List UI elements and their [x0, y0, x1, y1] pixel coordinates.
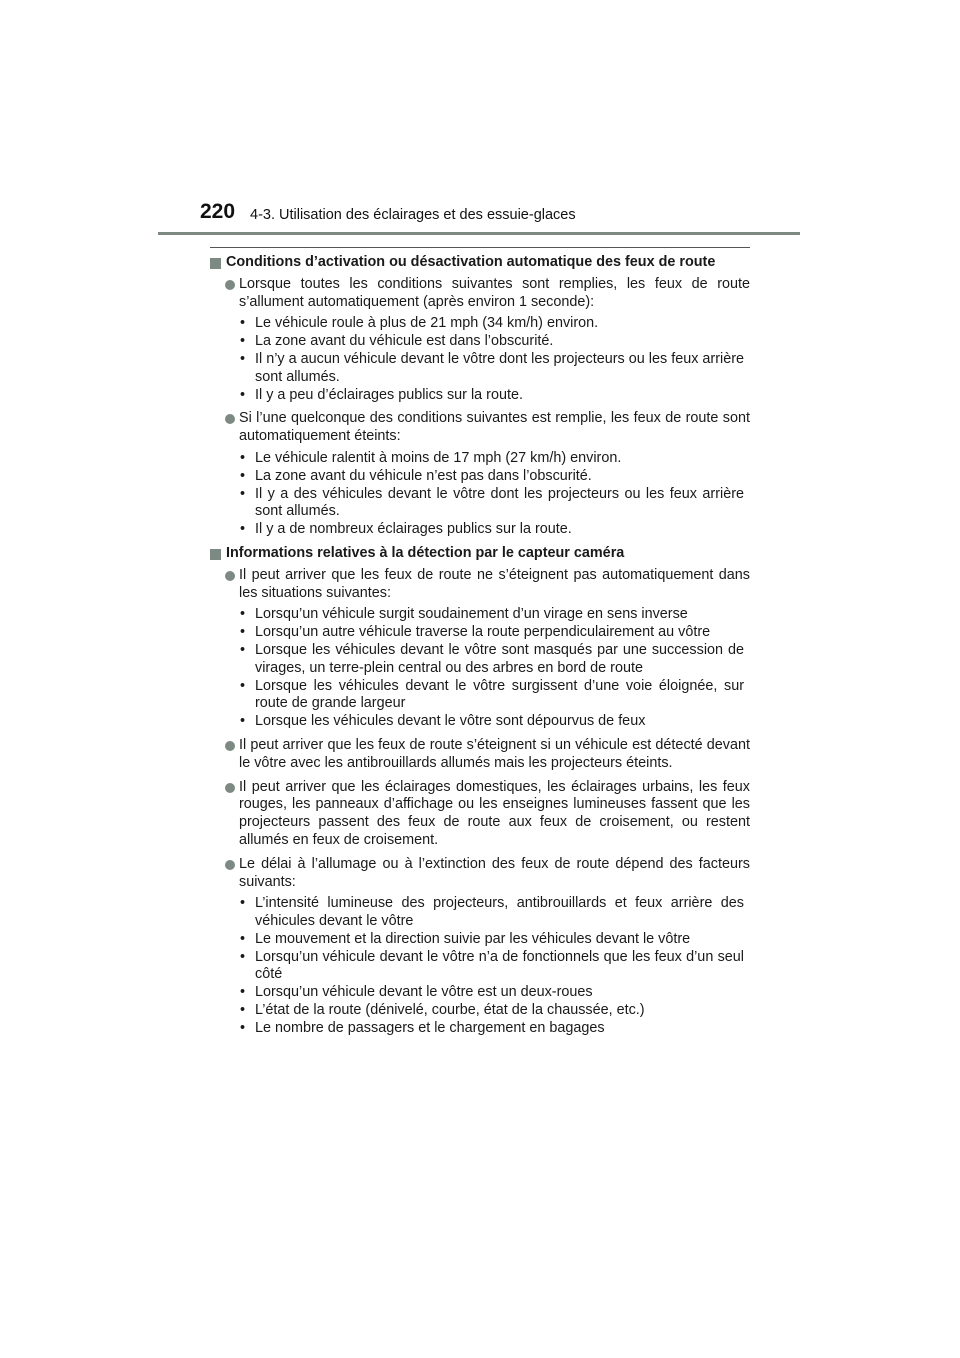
list-item-text: L’état de la route (dénivelé, courbe, état de la chaussée, etc.)	[255, 1002, 645, 1019]
bullet-marker-icon: •	[240, 449, 246, 466]
bullet-text: Si l’une quelconque des conditions suivantes est remplie, les feux de route sont automatiquement éteints:	[239, 410, 750, 445]
list-item-text: Il y a des véhicules devant le vôtre dont les projecteurs ou les feux arrière sont allumés.	[255, 485, 744, 520]
list-item-text: Le véhicule ralentit à moins de 17 mph (27 km/h) environ.	[255, 449, 622, 466]
bullet-marker-icon: •	[240, 895, 246, 912]
bullet-paragraph	[210, 737, 750, 773]
page-content	[210, 254, 750, 1038]
circle-bullet-icon	[225, 571, 235, 581]
list-item	[210, 931, 750, 949]
list-item	[210, 1002, 750, 1020]
circle-bullet-icon	[225, 860, 235, 870]
sub-list	[210, 606, 750, 731]
list-item	[210, 333, 750, 351]
list-item-text: Le mouvement et la direction suivie par les véhicules devant le vôtre	[255, 930, 691, 947]
bullet-paragraph	[210, 856, 750, 892]
list-item-text: Lorsqu’un véhicule devant le vôtre est un deux-roues	[255, 984, 593, 1001]
list-item	[210, 949, 750, 985]
list-item	[210, 486, 750, 522]
bullet-text: Il peut arriver que les feux de route s’éteignent si un véhicule est détecté devant le vôtre avec les antibrouillards allumés mais les projecteurs éteints.	[239, 736, 750, 771]
bullet-text: Lorsque toutes les conditions suivantes sont remplies, les feux de route s’allument automatiquement (après environ 1 seconde):	[239, 275, 750, 310]
list-item-text: Lorsqu’un véhicule surgit soudainement d’un virage en sens inverse	[255, 606, 688, 623]
sub-list	[210, 315, 750, 404]
section-heading	[210, 545, 750, 563]
bullet-paragraph	[210, 276, 750, 312]
list-item	[210, 315, 750, 333]
bullet-marker-icon: •	[240, 930, 246, 947]
list-item-text: Lorsque les véhicules devant le vôtre surgissent d’une voie éloignée, sur route de grande largeur	[255, 677, 744, 712]
list-item-text: Le nombre de passagers et le chargement en bagages	[255, 1019, 605, 1036]
bullet-paragraph	[210, 779, 750, 850]
chapter-title: 4-3. Utilisation des éclairages et des essuie-glaces	[250, 207, 576, 223]
list-item-text: Il y a de nombreux éclairages publics sur la route.	[255, 521, 572, 538]
list-item-text: Lorsque les véhicules devant le vôtre sont masqués par une succession de virages, un terre-plein central ou des arbres en bord de route	[255, 641, 744, 676]
list-item	[210, 1020, 750, 1038]
section-heading-text: Conditions d’activation ou désactivation automatique des feux de route	[226, 254, 716, 270]
list-item	[210, 387, 750, 405]
header-rule	[158, 232, 800, 235]
bullet-marker-icon: •	[240, 606, 246, 623]
list-item	[210, 984, 750, 1002]
list-item	[210, 521, 750, 539]
list-item	[210, 713, 750, 731]
sub-list	[210, 450, 750, 539]
bullet-marker-icon: •	[240, 315, 246, 332]
bullet-marker-icon: •	[240, 713, 246, 730]
bullet-marker-icon: •	[240, 641, 246, 658]
bullet-marker-icon: •	[240, 386, 246, 403]
bullet-marker-icon: •	[240, 948, 246, 965]
bullet-marker-icon: •	[240, 333, 246, 350]
bullet-marker-icon: •	[240, 984, 246, 1001]
sub-list	[210, 895, 750, 1037]
bullet-text: Il peut arriver que les feux de route ne s’éteignent pas automatiquement dans les situations suivantes:	[239, 566, 750, 601]
bullet-paragraph	[210, 410, 750, 446]
bullet-marker-icon: •	[240, 467, 246, 484]
list-item	[210, 895, 750, 931]
bullet-marker-icon: •	[240, 1019, 246, 1036]
square-bullet-icon	[210, 549, 221, 560]
circle-bullet-icon	[225, 783, 235, 793]
list-item	[210, 678, 750, 714]
bullet-text: Le délai à l’allumage ou à l’extinction des feux de route dépend des facteurs suivants:	[239, 855, 750, 890]
list-item	[210, 624, 750, 642]
list-item	[210, 642, 750, 678]
circle-bullet-icon	[225, 280, 235, 290]
bullet-paragraph	[210, 567, 750, 603]
list-item-text: Lorsqu’un véhicule devant le vôtre n’a de fonctionnels que les feux d’un seul côté	[255, 948, 744, 983]
bullet-marker-icon: •	[240, 624, 246, 641]
square-bullet-icon	[210, 258, 221, 269]
bullet-text: Il peut arriver que les éclairages domestiques, les éclairages urbains, les feux rouges, les panneaux d’affichage ou les enseignes lumineuses fassent que les projecteurs passent des feux de route aux feux de croisement, ou restent allumés en feux de croisement.	[239, 778, 750, 848]
list-item-text: Le véhicule roule à plus de 21 mph (34 km/h) environ.	[255, 315, 599, 332]
bullet-marker-icon: •	[240, 677, 246, 694]
section-heading-text: Informations relatives à la détection par le capteur caméra	[226, 544, 625, 561]
circle-bullet-icon	[225, 414, 235, 424]
bullet-marker-icon: •	[240, 350, 246, 367]
list-item	[210, 606, 750, 624]
page-number: 220	[200, 200, 236, 223]
circle-bullet-icon	[225, 741, 235, 751]
list-item-text: La zone avant du véhicule n’est pas dans l’obscurité.	[255, 467, 592, 484]
list-item-text: Il n’y a aucun véhicule devant le vôtre dont les projecteurs ou les feux arrière sont allumés.	[255, 350, 744, 385]
section-rule	[210, 247, 750, 248]
bullet-marker-icon: •	[240, 521, 246, 538]
section-heading	[210, 254, 750, 272]
list-item	[210, 468, 750, 486]
list-item-text: Il y a peu d’éclairages publics sur la route.	[255, 386, 523, 403]
list-item-text: Lorsqu’un autre véhicule traverse la route perpendiculairement au vôtre	[255, 624, 711, 641]
list-item	[210, 351, 750, 387]
list-item-text: L’intensité lumineuse des projecteurs, antibrouillards et feux arrière des véhicules devant le vôtre	[255, 895, 744, 930]
list-item-text: Lorsque les véhicules devant le vôtre sont dépourvus de feux	[255, 713, 646, 730]
list-item-text: La zone avant du véhicule est dans l’obscurité.	[255, 333, 554, 350]
bullet-marker-icon: •	[240, 485, 246, 502]
bullet-marker-icon: •	[240, 1002, 246, 1019]
list-item	[210, 450, 750, 468]
